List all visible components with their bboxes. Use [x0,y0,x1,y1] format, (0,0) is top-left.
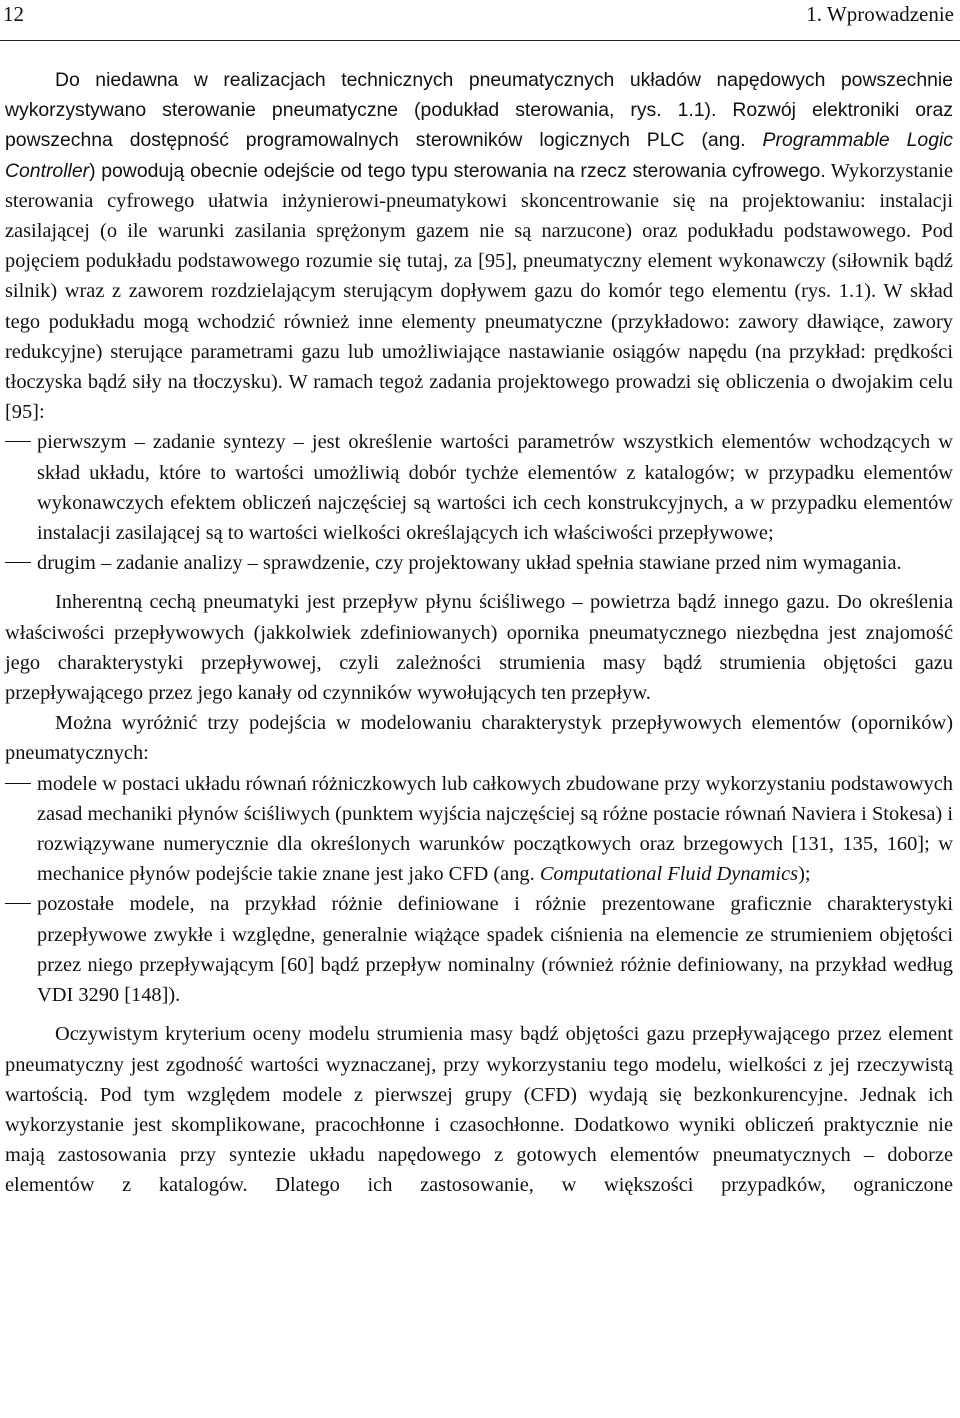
dash-bullet-icon [5,562,31,563]
dash-bullet-icon [5,903,31,904]
paragraph-1-sans-a: Do niedawna w realizacjach technicznych pneumatycznych układów napędowych powszechnie wykorzystywano sterowanie pneumatyczne (podukład sterowania, rys. 1.1). Rozwój elektroniki oraz powszechna dostępność programowalnych sterowników logicznych PLC (ang. [5,69,953,152]
paragraph-4: Oczywistym kryterium oceny modelu strumienia masy bądź objętości gazu przepływającego przez element pneumatyczny jest zgodność wartości wyznaczanej, przy wykorzystaniu tego modelu, wielkości z jej rzeczywistą wartością. Pod tym względem modele z pierwszej grupy (CFD) wydają się bezkonkurencyjne. Jednak ich wykorzystanie jest skomplikowane, pracochłonne i czasochłonne. Dodatkowo wyniki obliczeń praktycznie nie mają zastosowania przy syntezie układu napędowego z gotowych elementów pneumatycznych – doborze elementów z katalogów. Dlatego ich zastosowanie, w większości przypadków, ograniczone [5,1023,953,1197]
list-2-item-2-text: pozostałe modele, na przykład różnie definiowane i różnie prezentowane graficznie charakterystyki przepływowe zwykłe i względne, generalnie wiążące spadek ciśnienia na elemencie ze strumieniem objętości przez niego przepływającym [60] bądź przepływ nominalny (również różnie definiowany, na przykład według VDI 3290 [148]). [37,893,953,1007]
list-1-item-1-text: pierwszym – zadanie syntezy – jest określenie wartości parametrów wszystkich elementów wchodzących w skład układu, które to wartości umożliwią dobór tychże elementów z katalogów; w przypadku elementów wykonawczych efektem obliczeń najczęściej są wartości ich cech konstrukcyjnych, a w przypadku elementów instalacji zasilającej są to wartości wielkości określających ich właściwości przepływowe; [37,431,953,545]
list-2-item-2 [5,889,953,1010]
list-2-item-1-text-a: modele w postaci układu równań różniczkowych lub całkowych zbudowane przy wykorzystaniu podstawowych zasad mechaniki płynów ściśliwych (punktem wyjścia najczęściej są różne postacie równań Naviera i Stokesa) i rozwiązywane numerycznie dla określonych warunków początkowych oraz brzegowych [131, 135, 160]; w mechanice płynów podejście takie znane jest jako CFD (ang. [37,772,953,886]
chapter-title: 1. Wprowadzenie [806,2,954,26]
paragraph-1-italic-term: Programmable Logic Controller [5,129,953,182]
list-2-item-1 [5,769,953,890]
list-2-item-1-text-b: ); [798,863,811,886]
paragraph-1 [5,65,953,427]
list-1-item-2-text: drugim – zadanie analizy – sprawdzenie, czy projektowany układ spełnia stawiane przed nim wymagania. [37,552,902,575]
paragraph-1-serif: Wykorzystanie sterowania cyfrowego ułatwia inżynierowi-pneumatykowi skoncentrowanie się na projektowaniu: instalacji zasilającej (o ile warunki zasilania sprężonym gazem nie są narzucone) oraz podukładu podstawowego. Pod pojęciem podukładu podstawowego rozumie się tutaj, za [95], pneumatyczny element wykonawczy (siłownik bądź silnik) wraz z zaworem rozdzielającym sterującym dopływem gazu do komór tego elementu (rys. 1.1). W skład tego podukładu mogą wchodzić również inne elementy pneumatyczne (przykładowo: zawory dławiące, zawory redukcyjne) sterujące parametrami gazu lub umożliwiające nastawianie osiągów napędu (na przykład: prędkości tłoczyska bądź siły na tłoczysku). W ramach tegoż zadania projektowego prowadzi się obliczenia o dwojakim celu [95]: [5,159,954,424]
page-body [5,65,953,1201]
paragraph-2: Inherentną cechą pneumatyki jest przepływ płynu ściśliwego – powietrza bądź innego gazu. Do określenia właściwości przepływowych (jakkolwiek zdefiniowanych) opornika pneumatycznego niezbędna jest znajomość jego charakterystyki przepływowej, czyli zależności strumienia masy bądź strumienia objętości gazu przepływającego przez jego kanały od czynników wywołujących ten przepływ. [5,591,953,705]
list-1-item-1 [5,427,953,548]
list-1-item-2 [5,548,953,578]
dash-bullet-icon [5,441,31,442]
list-2-item-1-italic-term: Computational Fluid Dynamics [539,863,799,886]
paragraph-3: Można wyróżnić trzy podejścia w modelowaniu charakterystyk przepływowych elementów (oporników) pneumatycznych: [5,712,953,765]
dash-bullet-icon [5,783,31,784]
page-number: 12 [3,2,24,26]
running-header [0,0,960,41]
paragraph-1-sans-b: ) powodują obecnie odejście od tego typu sterowania na rzecz sterowania cyfrowego. [89,159,826,182]
